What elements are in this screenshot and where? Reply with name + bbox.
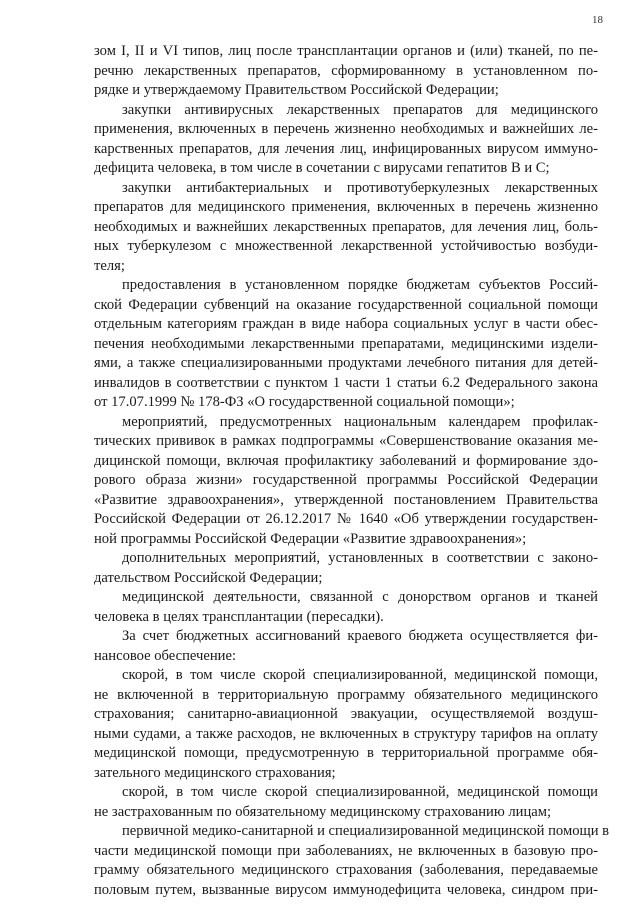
page-number: 18 bbox=[592, 14, 603, 26]
text-line: Российской Федерации от 26.12.2017 № 1640 «Об утверждении государствен- bbox=[94, 511, 598, 527]
text-line: первичной медико-санитарной и специализированной медицинской помощи в bbox=[122, 823, 610, 839]
paragraph bbox=[94, 783, 598, 822]
text-line: ной программы Российской Федерации «Развитие здравоохранения»; bbox=[94, 530, 527, 547]
paragraph bbox=[94, 588, 598, 627]
text-line: дополнительных мероприятий, установленных в соответствии с законо- bbox=[122, 550, 598, 566]
text-line: карственных препаратов, для лечения лиц, инфицированных вирусом иммуно- bbox=[94, 140, 598, 157]
text-line: дицинской помощи, включая профилактику заболеваний и формирование здо- bbox=[94, 452, 598, 469]
text-line: ных туберкулезом с множественной лекарственной устойчивостью возбуди- bbox=[94, 238, 598, 254]
paragraph bbox=[94, 276, 598, 413]
text-line: тических прививок в рамках подпрограммы «Совершенствование оказания ме- bbox=[94, 433, 598, 449]
text-line: За счет бюджетных ассигнований краевого бюджета осуществляется фи- bbox=[122, 628, 598, 644]
paragraph bbox=[94, 627, 598, 666]
paragraph bbox=[94, 413, 598, 550]
text-line: печения необходимыми лекарственными препаратами, медицинскими издели- bbox=[94, 335, 598, 352]
document-body bbox=[94, 42, 610, 900]
text-line: грамму обязательного медицинского страхования (заболевания, передаваемые bbox=[94, 862, 598, 878]
text-line: ской Федерации субвенций на оказание государственной социальной помощи bbox=[94, 296, 598, 313]
paragraph bbox=[94, 549, 598, 588]
paragraph bbox=[94, 42, 598, 101]
text-line: скорой, в том числе скорой специализированной, медицинской помощи bbox=[122, 784, 598, 800]
text-line: человека в целях трансплантации (пересадки). bbox=[94, 608, 384, 625]
text-line: ными судами, а также расходов, не включенных в структуру тарифов на оплату bbox=[94, 725, 598, 742]
text-line: нансовое обеспечение: bbox=[94, 647, 237, 664]
text-line: половым путем, вызванные вирусом иммунодефицита человека, синдром при- bbox=[94, 881, 598, 898]
text-line: страхования; санитарно-авиационной эвакуации, осуществляемой воздуш- bbox=[94, 706, 598, 722]
text-line: медицинской деятельности, связанной с донорством органов и тканей bbox=[122, 589, 598, 605]
text-line: речню лекарственных препаратов, сформированному в установленном по- bbox=[94, 62, 598, 79]
text-line: закупки антибактериальных и противотуберкулезных лекарственных bbox=[122, 179, 598, 196]
text-line: не застрахованным по обязательному медицинскому страхованию лицам; bbox=[94, 803, 552, 820]
paragraph bbox=[94, 179, 598, 277]
paragraph bbox=[94, 101, 598, 179]
text-line: закупки антивирусных лекарственных препаратов для медицинского bbox=[122, 101, 598, 118]
text-line: отдельным категориям граждан в виде набора социальных услуг в части обес- bbox=[94, 316, 598, 332]
text-line: ями, а также специализированными продуктами лечебного питания для детей- bbox=[94, 355, 598, 371]
text-line: медицинской помощи, предусмотренную в территориальной программе обя- bbox=[94, 745, 598, 761]
text-line: необходимых и важнейших лекарственных препаратов, для лечения лиц, боль- bbox=[94, 218, 598, 235]
text-line: теля; bbox=[94, 257, 125, 274]
text-line: зом I, II и VI типов, лиц после трансплантации органов и (или) тканей, по пе- bbox=[94, 43, 598, 59]
text-line: части медицинской помощи при заболеваниях, не включенных в базовую про- bbox=[94, 842, 598, 859]
text-line: инвалидов в соответствии с пунктом 1 части 1 статьи 6.2 Федерального закона bbox=[94, 374, 598, 391]
text-line: рядке и утверждаемому Правительством Российской Федерации; bbox=[94, 82, 499, 98]
text-line: «Развитие здравоохранения», утвержденной постановлением Правительства bbox=[94, 491, 598, 508]
text-line: предоставления в установленном порядке бюджетам субъектов Россий- bbox=[122, 277, 598, 293]
text-line: мероприятий, предусмотренных национальным календарем профилак- bbox=[122, 413, 598, 430]
paragraph bbox=[94, 822, 610, 900]
text-line: зательного медицинского страхования; bbox=[94, 764, 336, 781]
text-line: применения, включенных в перечень жизненно необходимых и важнейших ле- bbox=[94, 121, 598, 137]
text-line: препаратов для медицинского применения, включенных в перечень жизненно bbox=[94, 199, 598, 215]
text-line: дефицита человека, в том числе в сочетании с вирусами гепатитов B и C; bbox=[94, 160, 550, 176]
paragraph bbox=[94, 666, 598, 783]
text-line: не включенной в территориальную программу обязательного медицинского bbox=[94, 686, 598, 703]
text-line: от 17.07.1999 № 178-ФЗ «О государственной социальной помощи»; bbox=[94, 394, 515, 410]
text-line: дательством Российской Федерации; bbox=[94, 569, 323, 586]
text-line: рового образа жизни» государственной программы Российской Федерации bbox=[94, 472, 598, 488]
text-line: скорой, в том числе скорой специализированной, медицинской помощи, bbox=[122, 667, 598, 683]
